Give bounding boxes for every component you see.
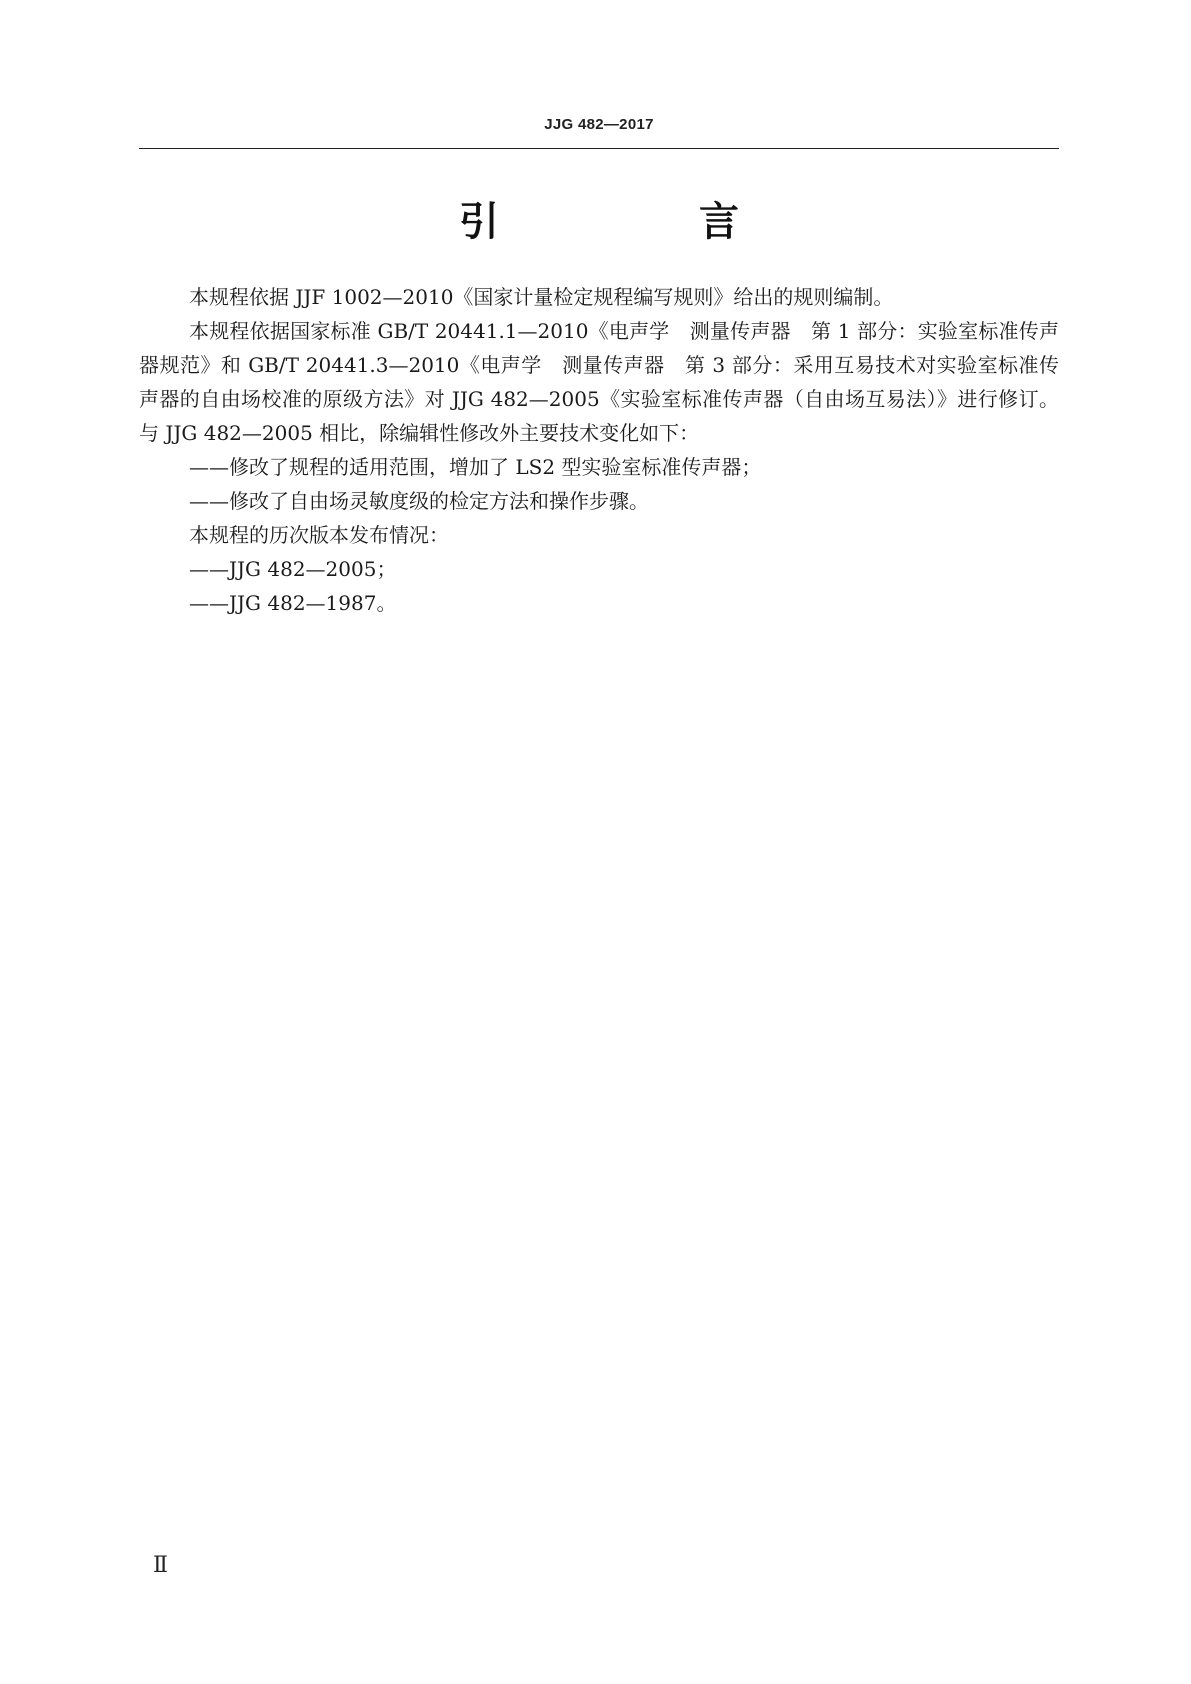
document-code-header: JJG 482—2017	[544, 116, 654, 133]
paragraph-basis: 本规程依据 JJF 1002—2010《国家计量检定规程编写规则》给出的规则编制。	[189, 285, 894, 309]
header-divider	[139, 148, 1059, 149]
paragraph-revision: 本规程依据国家标准 GB/T 20441.1—2010《电声学 测量传声器 第 1 部分：实验室标准传声器规范》和 GB/T 20441.3—2010《电声学 测量传声器 第 3 部分：采用互易技术对实验室标准传声器的自由场校准的原级方法》对 JJG 482—2005《实验室标准传声器（自由场互易法）》进行修订。与 JJG 482—2005 相比，除编辑性修改外主要技术变化如下：	[139, 319, 1059, 445]
history-item-1987: ——JJG 482—1987。	[189, 591, 397, 615]
change-item-scope: ——修改了规程的适用范围，增加了 LS2 型实验室标准传声器；	[189, 455, 762, 479]
history-item-2005: ——JJG 482—2005；	[189, 557, 397, 581]
change-item-method: ——修改了自由场灵敏度级的检定方法和操作步骤。	[189, 489, 649, 513]
body-text	[139, 280, 1059, 620]
page-number: Ⅱ	[153, 1553, 168, 1578]
paragraph-history: 本规程的历次版本发布情况：	[189, 523, 449, 547]
section-title: 引 言	[459, 199, 819, 245]
